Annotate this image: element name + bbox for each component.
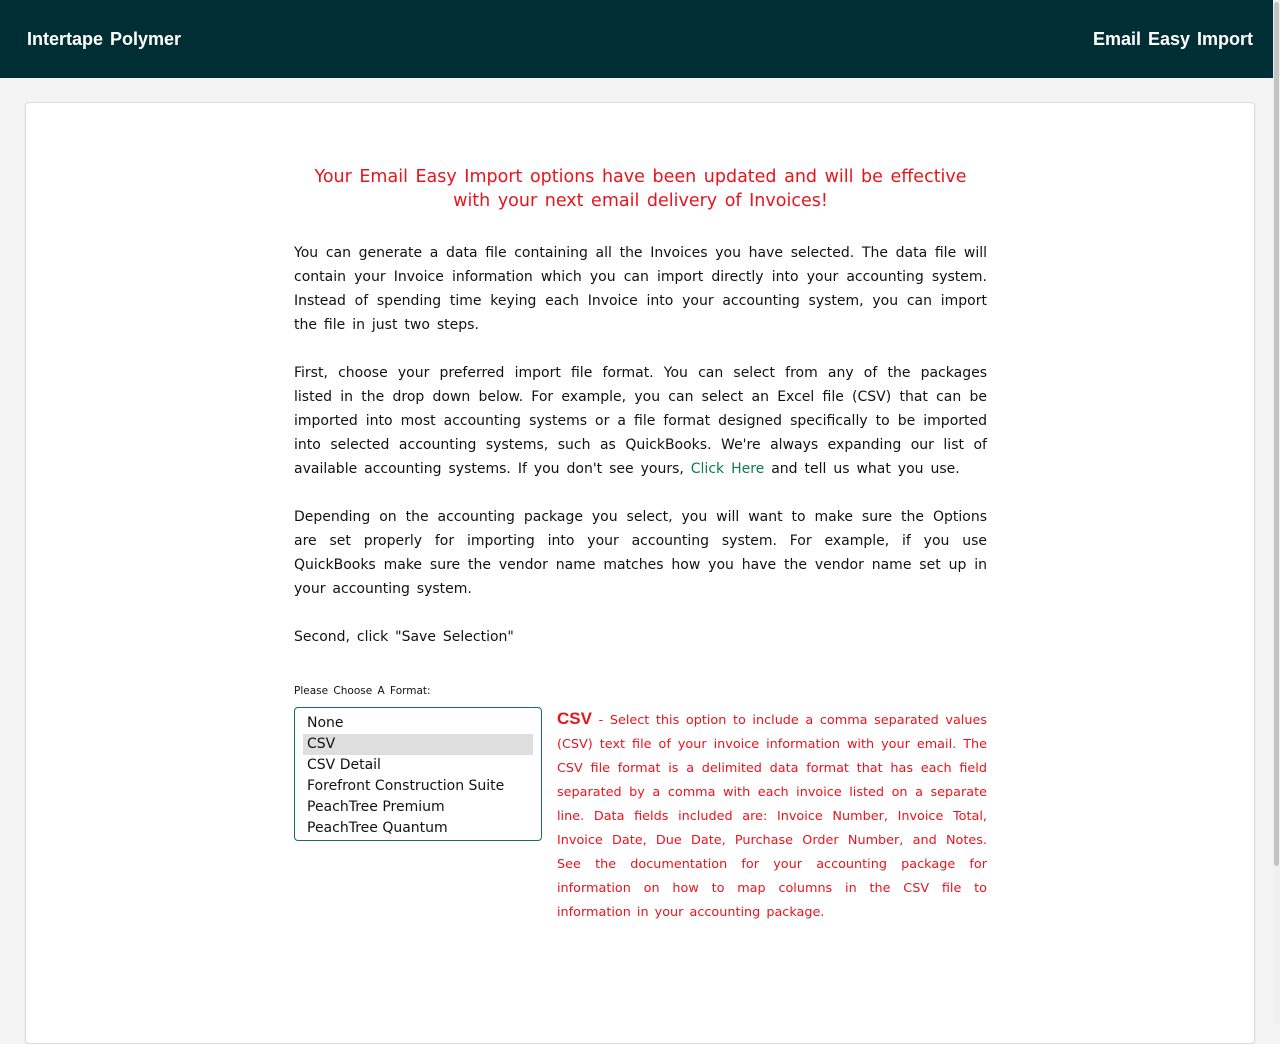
format-description-title: CSV	[557, 709, 592, 728]
format-option[interactable]: CSV Detail	[307, 757, 381, 773]
options-paragraph: Depending on the accounting package you select, you will want to make sure the Options are set properly for importing into your accounting system. For example, if you use QuickBooks make sure the vendor name matches how you have the vendor name set up in your accounting system.	[294, 509, 987, 597]
main-card	[25, 102, 1255, 1044]
brand-name[interactable]: Intertape Polymer	[27, 29, 182, 49]
format-listbox[interactable]	[294, 707, 542, 841]
page-scrollbar[interactable]	[1273, 0, 1280, 1024]
format-option[interactable]: PeachTree Quantum	[307, 820, 448, 836]
intro-paragraph: You can generate a data file containing all the Invoices you have selected. The data file will contain your Invoice information which you can import directly into your accounting system. Instead of spending time keying each Invoice into your accounting system, you can import the file in just two steps.	[294, 245, 987, 333]
format-option[interactable]: CSV	[303, 734, 533, 755]
step-two-paragraph: Second, click "Save Selection"	[294, 629, 514, 645]
format-label: Please Choose A Format:	[294, 685, 431, 697]
step-one-text: First, choose your preferred import file format. You can select from any of the packages listed in the drop down below. For example, you can select an Excel file (CSV) that can be imported into most accounting systems or a file format designed specifically to be imported into selected accounting systems, such as QuickBooks. We're always expanding our list of available accounting systems. If you don't see yours,	[294, 365, 987, 477]
page-title: Email Easy Import	[1092, 29, 1253, 49]
format-option[interactable]: Forefront Construction Suite	[307, 778, 505, 794]
format-description	[557, 707, 987, 925]
confirmation-message: Your Email Easy Import options have been updated and will be effective with your next email delivery of Invoices!	[314, 167, 967, 211]
scrollbar-thumb[interactable]	[1274, 2, 1279, 866]
step-one-text-end: and tell us what you use.	[764, 461, 960, 477]
content-area	[294, 165, 987, 920]
format-option[interactable]: None	[307, 715, 344, 731]
click-here-link[interactable]: Click Here	[690, 461, 765, 477]
step-one-paragraph	[294, 361, 987, 481]
format-option[interactable]: PeachTree Premium	[307, 799, 445, 815]
format-description-text: - Select this option to include a comma separated values (CSV) text file of your invoice information with your email. The CSV file format is a delimited data format that has each field separated by a comma with each invoice listed on a separate line. Data fields included are: Invoice Number, Invoice Total, Invoice Date, Due Date, Purchase Order Number, and Notes. See the documentation for your accounting package for information on how to map columns in the CSV file to information in your accounting package.	[557, 713, 987, 920]
top-header	[0, 0, 1273, 78]
